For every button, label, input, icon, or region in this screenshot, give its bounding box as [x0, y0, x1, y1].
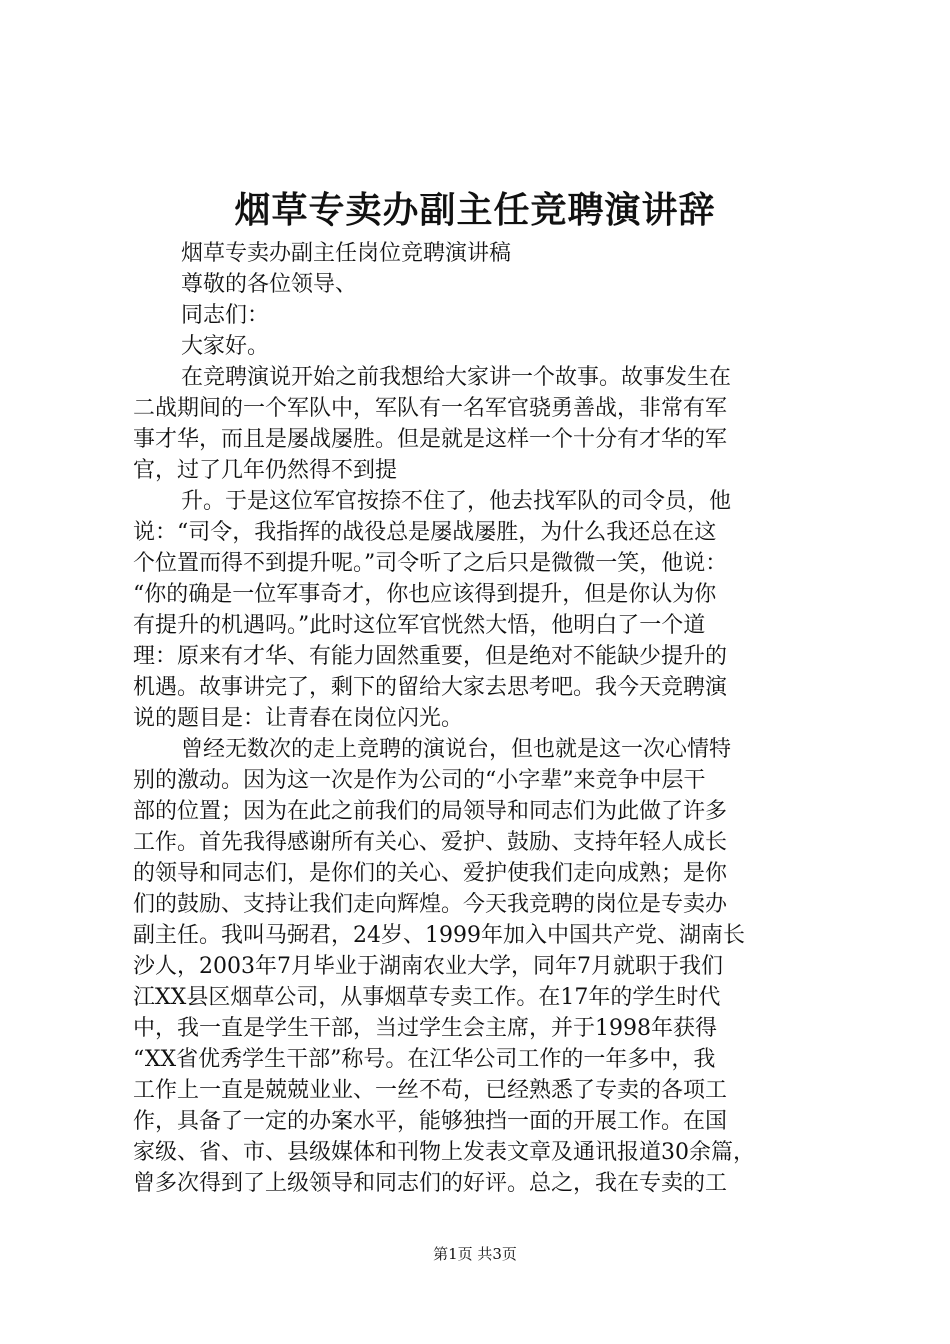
text-line: 二战期间的一个军队中，军队有一名军官骁勇善战，非常有军: [133, 396, 728, 421]
text-line: “XX省优秀学生干部”称号。在江华公司工作的一年多中，我: [133, 1047, 716, 1072]
text-line: 中，我一直是学生干部，当过学生会主席，并于1998年获得: [133, 1016, 717, 1041]
text-line: 在竞聘演说开始之前我想给大家讲一个故事。故事发生在: [181, 365, 732, 390]
text-line: 同志们：: [181, 303, 270, 328]
text-line: 说：“司令，我指挥的战役总是屡战屡胜，为什么我还总在这: [133, 520, 717, 545]
text-line: 有提升的机遇吗。”此时这位军官恍然大悟，他明白了一个道: [133, 613, 706, 638]
text-line: 说的题目是：让青春在岗位闪光。: [133, 706, 464, 731]
text-line: 部的位置；因为在此之前我们的局领导和同志们为此做了许多: [133, 799, 728, 824]
text-line: 江XX县区烟草公司，从事烟草专卖工作。在17年的学生时代: [133, 985, 721, 1010]
text-line: 官，过了几年仍然得不到提: [133, 458, 398, 483]
text-line: 尊敬的各位领导、: [181, 272, 358, 297]
text-line: 理：原来有才华、有能力固然重要，但是绝对不能缺少提升的: [133, 644, 728, 669]
text-line: 烟草专卖办副主任岗位竞聘演讲稿: [181, 241, 512, 266]
text-line: 家级、省、市、县级媒体和刊物上发表文章及通讯报道30余篇，: [133, 1140, 755, 1165]
text-line: 个位置而得不到提升呢。”司令听了之后只是微微一笑，他说：: [133, 551, 728, 576]
text-line: 曾经无数次的走上竞聘的演说台，但也就是这一次心情特: [181, 737, 732, 762]
text-line: 的领导和同志们，是你们的关心、爱护使我们走向成熟；是你: [133, 861, 728, 886]
text-line: 别的激动。因为这一次是作为公司的“小字辈”来竞争中层干: [133, 768, 706, 793]
text-line: 工作上一直是兢兢业业、一丝不苟，已经熟悉了专卖的各项工: [133, 1078, 728, 1103]
text-line: “你的确是一位军事奇才，你也应该得到提升，但是你认为你: [133, 582, 717, 607]
text-line: 升。于是这位军官按捺不住了，他去找军队的司令员，他: [181, 489, 732, 514]
text-line: 大家好。: [181, 334, 270, 359]
text-line: 事才华，而且是屡战屡胜。但是就是这样一个十分有才华的军: [133, 427, 728, 452]
document-body: [133, 238, 833, 1199]
text-line: 机遇。故事讲完了，剩下的留给大家去思考吧。我今天竞聘演: [133, 675, 728, 700]
document-title: 烟草专卖办副主任竞聘演讲辞: [234, 189, 716, 231]
text-line: 沙人，2003年7月毕业于湖南农业大学，同年7月就职于我们: [133, 954, 723, 979]
page-number-footer: 第1页 共3页: [433, 1245, 517, 1263]
text-line: 工作。首先我得感谢所有关心、爱护、鼓励、支持年轻人成长: [133, 830, 728, 855]
text-line: 曾多次得到了上级领导和同志们的好评。总之，我在专卖的工: [133, 1171, 728, 1196]
text-line: 们的鼓励、支持让我们走向辉煌。今天我竞聘的岗位是专卖办: [133, 892, 728, 917]
text-line: 副主任。我叫马弼君，24岁、1999年加入中国共产党、湖南长: [133, 923, 745, 948]
text-line: 作，具备了一定的办案水平，能够独挡一面的开展工作。在国: [133, 1109, 728, 1134]
